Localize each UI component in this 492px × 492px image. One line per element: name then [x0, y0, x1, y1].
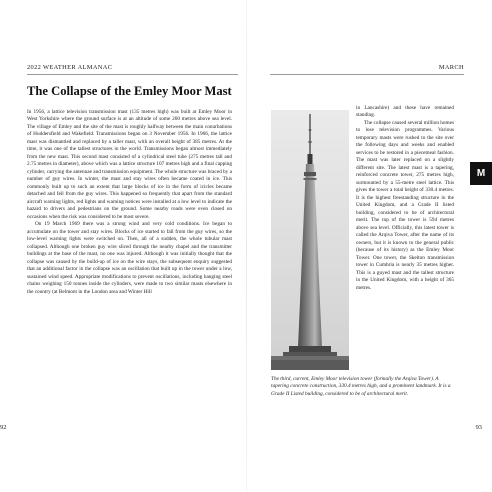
page-number-left: 92 — [0, 424, 7, 431]
month-thumb-tab: M — [470, 162, 492, 185]
running-header-month: MARCH — [438, 64, 464, 71]
header-rule-left — [27, 74, 238, 75]
running-header-book-title: 2022 WEATHER ALMANAC — [27, 64, 113, 71]
article-body-right-column — [356, 105, 454, 375]
tower-photo — [271, 110, 349, 370]
article-body-left-column — [27, 109, 232, 443]
article-paragraph: The collapse caused several million homes to lose television programmes. Various temporary masts were rushed to the site over the following days and weeks and enabled services to be restored in a piecemeal fashion. The mast was later replaced on a slightly different site. The latest mast is a tapering, reinforced concrete tower, 275 metres high, surmounted by a 55-metre steel lattice. This gives the tower a total height of 330.4 metres. It is the highest freestanding structure in the United Kingdom, and a Grade II listed building, considered to be of architectural merit. The top of the tower is 594 metres above sea level. Officially, this latest tower is called the Arqiva Tower, after the name of its owners, but it is known to the general public (because of its history) as the Emley Moor Tower. One tower, the Skelton transmission tower in Cumbria is nearly 35 metres higher. This is a guyed mast and the tallest structure in the United Kingdom, with a height of 365 metres. — [356, 119, 454, 291]
article-paragraph: in Lancashire) and these have remained standing. — [356, 105, 454, 119]
page-number-right: 93 — [475, 424, 482, 431]
photo-caption: The third, current, Emley Moor television tower (formally the Arqiva Tower). A tapering concrete construction, 330.4 metres high, and a prominent landmark. It is a Grade II Listed building, considered to be of architectural merit. — [271, 376, 451, 397]
page-fold — [246, 0, 247, 492]
header-rule-right — [270, 74, 464, 75]
article-title: The Collapse of the Emley Moor Mast — [27, 84, 232, 98]
article-paragraph: On 19 March 1969 there was a strong wind and very cold conditions. Ice began to accumulate on the tower and stay wires. Blocks of ice started to fall from the guy wires, so the low-level warning lights were switched on. Then, all of a sudden, the whole tubular mast collapsed. Although one broken guy wire sliced through the nearby chapel and the transmitter buildings at the base of the mast, no one was injured. Although it was initially thought that the collapse was caused by the build-up of ice on the wire stays, the subsequent enquiry suggested that an additional factor in the collapse was an oscillation that built up in the tower under a low, sustained wind speed. Appropriate modifications to prevent oscillations, including hanging steel chains weighing 150 tonnes inside the cylinders, were made to two similar masts elsewhere in the country (at Belmont in the London area and Winter Hill — [27, 221, 232, 295]
emley-moor-tower-image — [271, 110, 349, 370]
article-paragraph: In 1956, a lattice television transmission mast (135 metres high) was built at Emley Moor in West Yorkshire where the ground surface is at an altitude of some 260 metres above sea level. The village of Emley and the site of the mast is roughly halfway between the main conurbations of Huddersfield and Wakefield. Transmissions began on 3 November 1956. In 1966, the lattice mast was dismantled and replaced by a taller mast, with an overall height of 385 metres. At the time, it was one of the tallest structures in the world. Transmissions began almost immediately from the new mast. This second mast consisted of a cylindrical steel tube (275 metres tall and 2.75 metres in diameter), above which was a lattice structure 107 metres high and a final capping cylinder, carrying the antennae and transmission equipment. The whole structure was braced by a number of guy wires. In winter, the mast and stay wires often became coated in ice. This commonly built up to such an extent that large blocks of ice in the form of icicles became detached and fell from the guy wires. This happened so frequently that apart from the standard aircraft warning lights, red lights and warning notices were installed at a low level to indicate the hazard to drivers and pedestrians on the ground. Some nearby roads were even closed on occasions when the risk was considered to be most severe. — [27, 109, 232, 220]
